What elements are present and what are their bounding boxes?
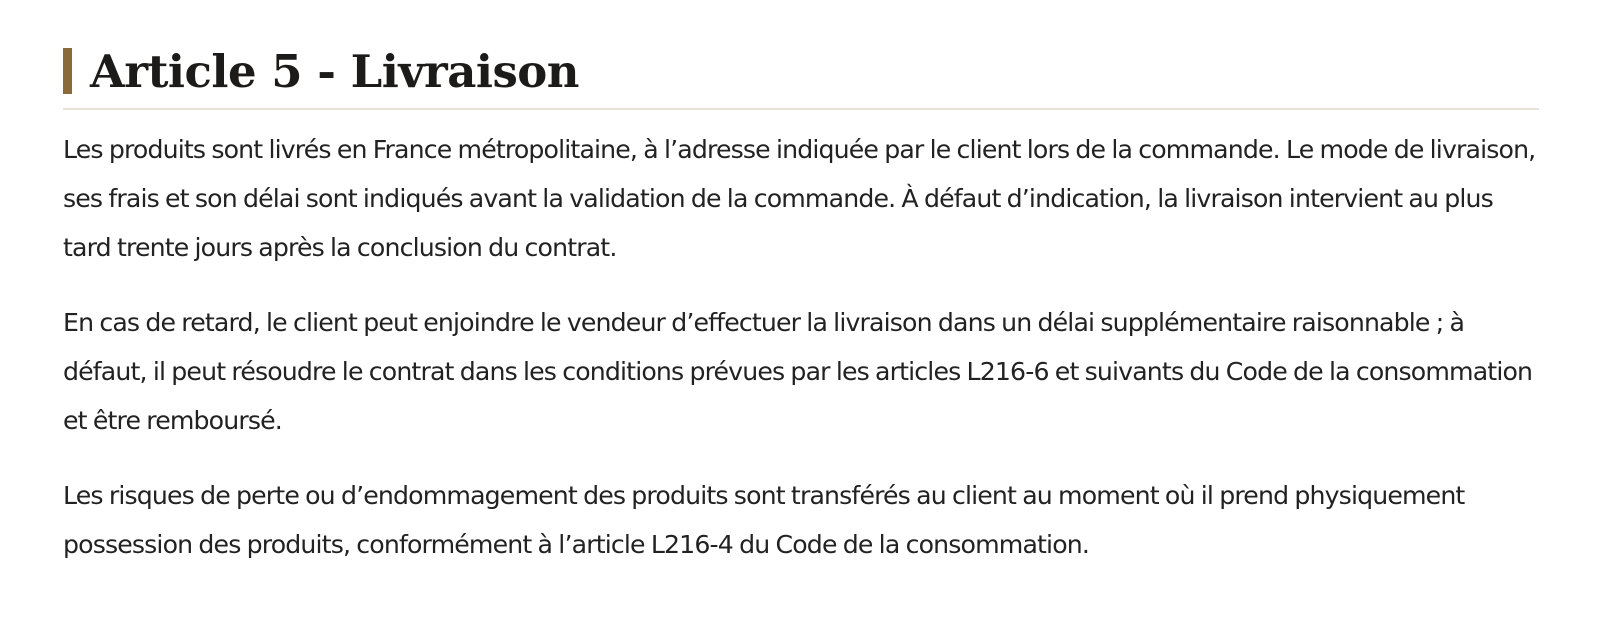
article-section: [63, 46, 1539, 569]
paragraph-late-delivery: En cas de retard, le client peut enjoindre le vendeur d’effectuer la livraison dans un délai supplémentaire raisonnable ; à défaut, il peut résoudre le contrat dans les conditions prévues par les articles L216-6 et suivants du Code de la consommation et être remboursé.: [63, 308, 1533, 435]
article-title: Article 5 - Livraison: [90, 45, 580, 98]
paragraph-risk-transfer: Les risques de perte ou d’endommagement des produits sont transférés au client au moment où il prend physiquement possession des produits, conformément à l’article L216-4 du Code de la consommation.: [63, 481, 1465, 559]
article-header: [63, 46, 1539, 110]
article-body: [63, 125, 1539, 569]
heading-accent-bar: [63, 48, 72, 94]
paragraph-delivery-terms: Les produits sont livrés en France métropolitaine, à l’adresse indiquée par le client lors de la commande. Le mode de livraison, ses frais et son délai sont indiqués avant la validation de la commande. À défaut d’indication, la livraison intervient au plus tard trente jours après la conclusion du contrat.: [63, 135, 1536, 262]
